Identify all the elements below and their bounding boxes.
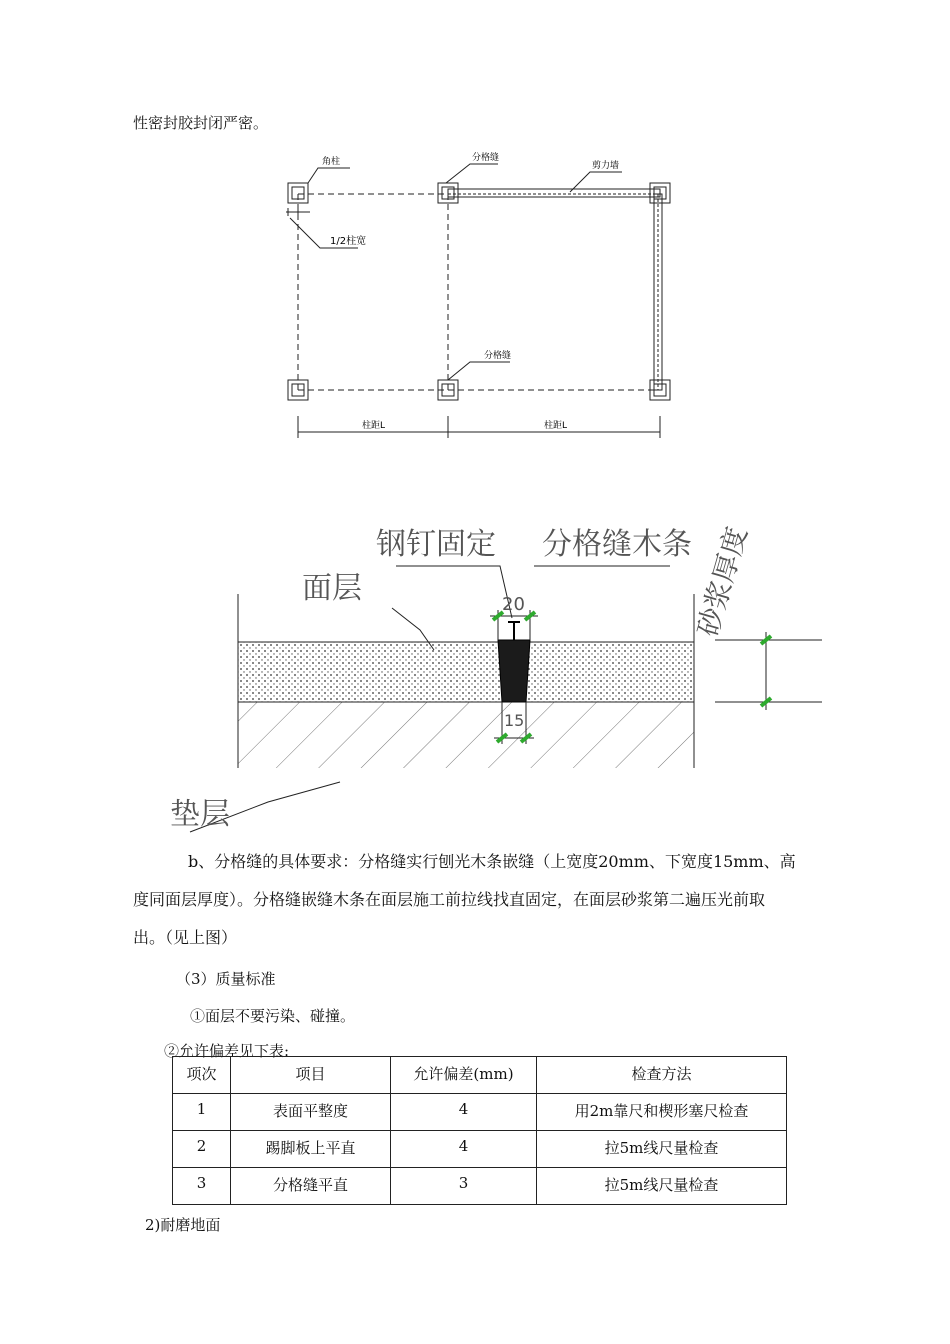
table-header: 项次 xyxy=(173,1057,231,1094)
dim-left: 柱距L xyxy=(362,421,386,431)
table-cell: 1 xyxy=(173,1094,231,1131)
table-cell: 踢脚板上平直 xyxy=(231,1131,391,1168)
table-cell: 用2m靠尺和楔形塞尺检查 xyxy=(537,1094,787,1131)
paragraph-b-line: 度同面层厚度）。分格缝嵌缝木条在面层施工前拉线找直固定，在面层砂浆第二遍压光前取 xyxy=(133,890,766,909)
label-half-column: 1/2柱宽 xyxy=(330,236,367,247)
table-cell: 分格缝平直 xyxy=(231,1168,391,1205)
text-line: 性密封胶封闭严密。 xyxy=(133,114,269,132)
table-cell: 4 xyxy=(391,1094,537,1131)
table-header: 项目 xyxy=(231,1057,391,1094)
shear-wall-top xyxy=(448,189,660,197)
table-cell: 3 xyxy=(173,1168,231,1205)
dim-top: 20 xyxy=(502,594,525,615)
table-cell: 表面平整度 xyxy=(231,1094,391,1131)
deviation-table xyxy=(172,1056,787,1205)
base-layer xyxy=(238,702,694,768)
label-corner-column: 角柱 xyxy=(322,157,341,167)
list-item: ②允许偏差见下表: xyxy=(164,1042,290,1060)
table-cell: 4 xyxy=(391,1131,537,1168)
joint-plan-figure xyxy=(270,150,690,440)
table-cell: 2 xyxy=(173,1131,231,1168)
paragraph-b-line: 出。（见上图） xyxy=(133,928,238,947)
dim-bottom: 15 xyxy=(504,711,525,730)
surface-layer xyxy=(238,642,694,702)
table-header: 允许偏差(mm) xyxy=(391,1057,537,1094)
joint-section-figure xyxy=(150,512,830,842)
label-strip: 分格缝木条 xyxy=(542,527,692,562)
label-joint-top: 分格缝 xyxy=(472,153,500,163)
label-nail: 钢钉固定 xyxy=(376,527,496,562)
label-thickness: 砂浆厚度 xyxy=(691,523,754,640)
paragraph-b-line: b、分格缝的具体要求：分格缝实行刨光木条嵌缝（上宽度20mm、下宽度15mm、高 xyxy=(188,852,796,871)
label-base: 垫层 xyxy=(170,797,230,832)
table-header: 检查方法 xyxy=(537,1057,787,1094)
list-item: ①面层不要污染、碰撞。 xyxy=(190,1007,356,1025)
table-header-row xyxy=(173,1057,787,1094)
section-heading: 2)耐磨地面 xyxy=(145,1216,221,1234)
label-shear-wall: 剪力墙 xyxy=(592,161,620,171)
label-joint-mid: 分格缝 xyxy=(484,351,512,361)
table-row xyxy=(173,1094,787,1131)
table-row xyxy=(173,1168,787,1205)
table-cell: 拉5m线尺量检查 xyxy=(537,1168,787,1205)
wood-strip xyxy=(498,640,530,702)
table-row xyxy=(173,1131,787,1168)
section-heading: （3）质量标准 xyxy=(176,970,276,988)
table-cell: 3 xyxy=(391,1168,537,1205)
label-surface: 面层 xyxy=(302,571,362,606)
table-cell: 拉5m线尺量检查 xyxy=(537,1131,787,1168)
dim-right: 柱距L xyxy=(544,421,568,431)
